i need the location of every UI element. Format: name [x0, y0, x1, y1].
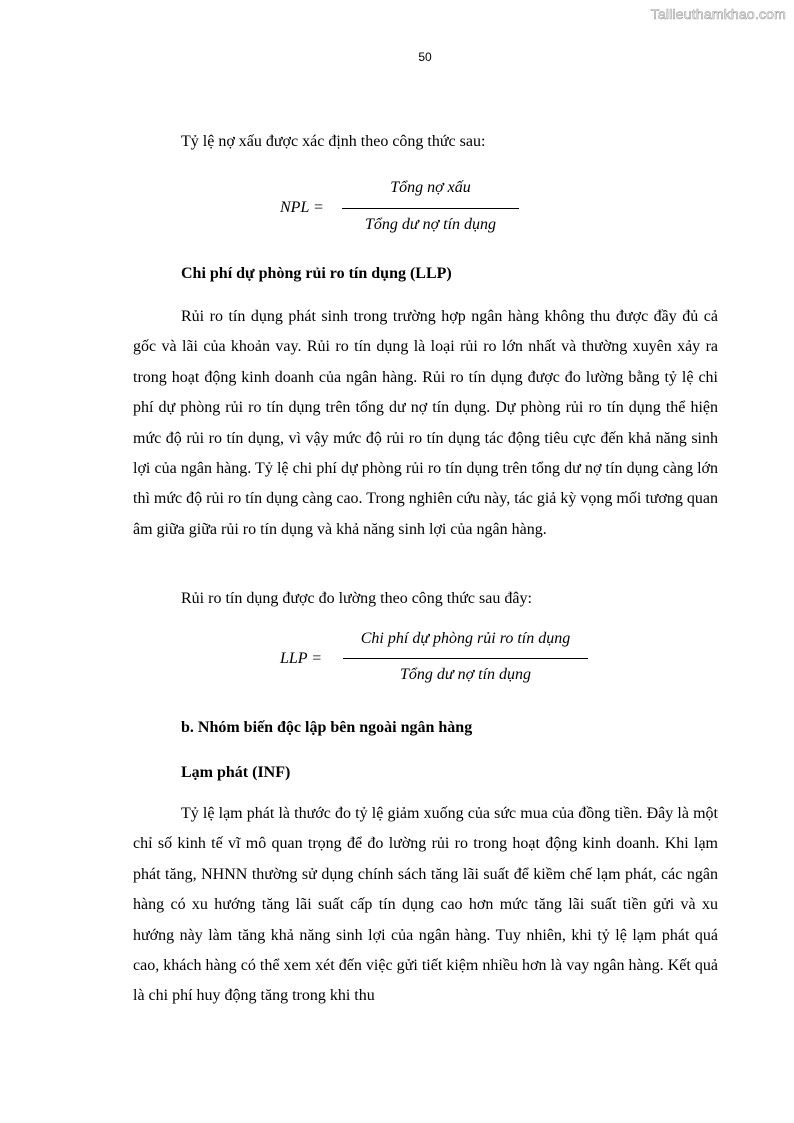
page-number: 50	[418, 50, 432, 64]
npl-formula-numerator: Tổng nợ xấu	[390, 179, 471, 196]
llp-formula-lhs: LLP =	[280, 650, 323, 667]
npl-fraction-bar	[342, 208, 519, 209]
npl-formula-lhs: NPL =	[280, 199, 324, 216]
inf-heading: Lạm phát (INF)	[181, 764, 291, 781]
watermark-text: Tailieuthamkhao.com	[650, 6, 786, 22]
group-heading: b. Nhóm biến độc lập bên ngoài ngân hàng	[181, 719, 473, 736]
llp-intro-text: Rủi ro tín dụng được đo lường theo công thức sau đây:	[181, 590, 532, 607]
npl-formula-denominator: Tổng dư nợ tín dụng	[364, 216, 497, 233]
llp-heading: Chi phí dự phòng rủi ro tín dụng (LLP)	[181, 265, 452, 282]
llp-paragraph: Rủi ro tín dụng phát sinh trong trường hợp ngân hàng không thu được đầy đủ cả gốc và lãi của khoản vay. Rủi ro tín dụng là loại rủi ro lớn nhất và thường xuyên xảy ra trong hoạt động kinh doanh của ngân hàng. Rủi ro tín dụng được đo lường bằng tỷ lệ chi phí dự phòng rủi ro tín dụng trên tổng dư nợ tín dụng. Dự phòng rủi ro tín dụng thể hiện mức độ rủi ro tín dụng, vì vậy mức độ rủi ro tín dụng tác động tiêu cực đến khả năng sinh lợi của ngân hàng. Tỷ lệ chi phí dự phòng rủi ro tín dụng trên tổng dư nợ tín dụng càng lớn thì mức độ rủi ro tín dụng càng cao. Trong nghiên cứu này, tác giả kỳ vọng mối tương quan âm giữa giữa rủi ro tín dụng và khả năng sinh lợi của ngân hàng.	[133, 308, 718, 538]
llp-formula-denominator: Tổng dư nợ tín dụng	[399, 666, 532, 683]
inf-paragraph: Tỷ lệ lạm phát là thước đo tỷ lệ giảm xuống của sức mua của đồng tiền. Đây là một chỉ số kinh tế vĩ mô quan trọng để đo lường rủi ro trong hoạt động kinh doanh. Khi lạm phát tăng, NHNN thường sử dụng chính sách tăng lãi suất để kiềm chế lạm phát, các ngân hàng có xu hướng tăng lãi suất cấp tín dụng cao hơn mức tăng lãi suất tiền gửi và xu hướng này làm tăng khả năng sinh lợi của ngân hàng. Tuy nhiên, khi tỷ lệ lạm phát quá cao, khách hàng có thể xem xét đến việc gửi tiết kiệm nhiều hơn là vay ngân hàng. Kết quả là chi phí huy động tăng trong khi thu	[133, 805, 718, 1005]
llp-formula-numerator: Chi phí dự phòng rủi ro tín dụng	[360, 630, 571, 647]
llp-fraction-bar	[343, 658, 588, 659]
npl-intro-text: Tỷ lệ nợ xấu được xác định theo công thức sau:	[181, 133, 486, 150]
